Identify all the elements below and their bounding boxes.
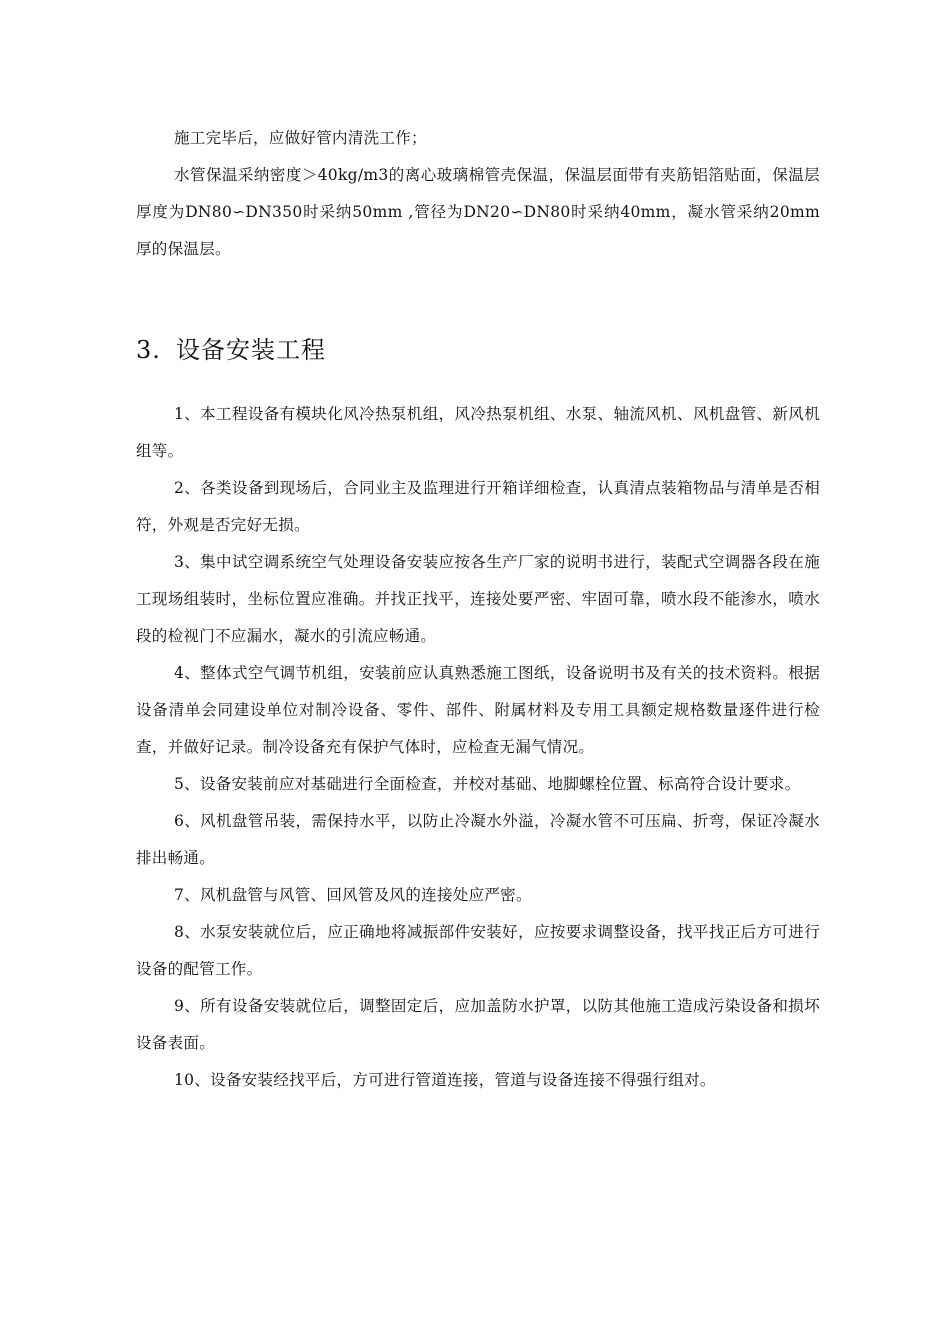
list-item: 3、集中试空调系统空气处理设备安装应按各生产厂家的说明书进行，装配式空调器各段在施工现场组装时，坐标位置应准确。并找正找平，连接处要严密、牢固可靠，喷水段不能渗水，喷水段的检视门不应漏水，凝水的引流应畅通。 [136,553,820,645]
list-item: 4、整体式空气调节机组，安装前应认真熟悉施工图纸，设备说明书及有关的技术资料。根据设备清单会同建设单位对制冷设备、零件、部件、附属材料及专用工具额定规格数量逐件进行检查，并做好记录。制冷设备充有保护气体时，应检查无漏气情况。 [136,664,820,756]
intro-paragraph-cleaning: 施工完毕后，应做好管内清洗工作； [174,129,427,147]
list-item: 7、风机盘管与风管、回风管及风的连接处应严密。 [174,886,532,904]
page-content [136,120,820,1099]
list-item: 10、设备安装经找平后，方可进行管道连接，管道与设备连接不得强行组对。 [174,1071,716,1089]
spacer [136,268,820,318]
list-item: 5、设备安装前应对基础进行全面检查，并校对基础、地脚螺栓位置、标高符合设计要求。 [174,775,801,793]
section-number: 3. [136,336,161,364]
list-item: 1、本工程设备有模块化风冷热泵机组，风冷热泵机组、水泵、轴流风机、风机盘管、新风机组等。 [136,405,820,460]
intro-paragraph-insulation: 水管保温采纳密度＞40kg/m3的离心玻璃棉管壳保温，保温层面带有夹筋铝箔贴面，保温层厚度为DN80∽DN350时采纳50mm ,管径为DN20∽DN80时采纳40mm，凝水管采纳20mm厚的保温层。 [136,166,820,258]
section-heading [136,318,820,396]
list-item: 6、风机盘管吊装，需保持水平，以防止冷凝水外溢，冷凝水管不可压扁、折弯，保证冷凝水排出畅通。 [136,812,820,867]
list-item: 2、各类设备到现场后，合同业主及监理进行开箱详细检查，认真清点装箱物品与清单是否相符，外观是否完好无损。 [136,479,820,534]
section-title: 设备安装工程 [176,336,326,364]
list-item: 9、所有设备安装就位后，调整固定后，应加盖防水护罩，以防其他施工造成污染设备和损坏设备表面。 [136,997,820,1052]
list-item: 8、水泵安装就位后，应正确地将减振部件安装好，应按要求调整设备，找平找正后方可进行设备的配管工作。 [136,923,820,978]
equipment-install-list [136,396,820,1099]
